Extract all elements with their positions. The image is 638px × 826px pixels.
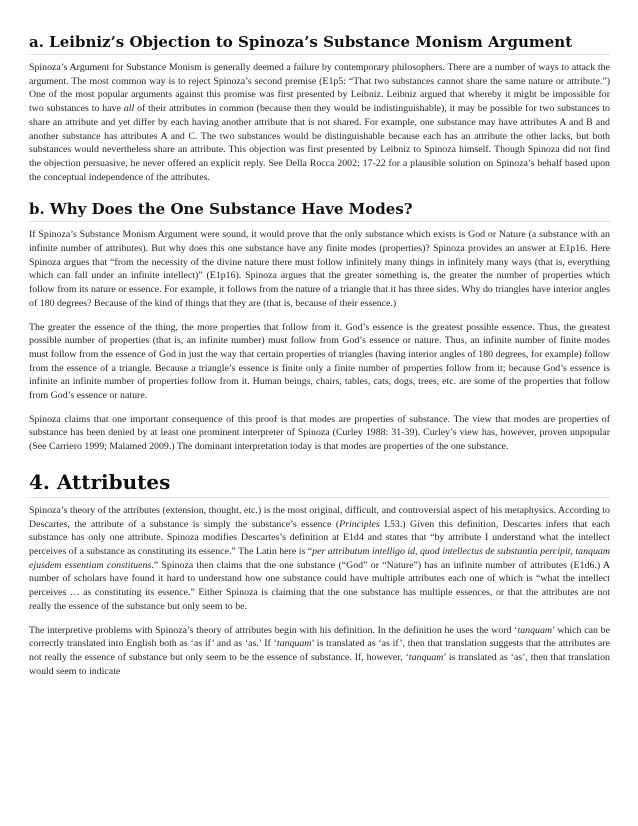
paragraph [29, 624, 610, 679]
text-run: ’ is translated as ‘as if’, then that translation suggests that the attributes are not really the essence of substance but only seem to be the essence of substance. If, however, ‘ [29, 638, 610, 663]
text-run: ’ is translated as ‘as’, then that translation would seem to indicate [29, 651, 610, 677]
document-page [29, 33, 610, 694]
text-run: ’ which can be correctly translated into English both as ‘as if’ and as ‘as.’ If ‘ [29, 624, 610, 650]
section-attributes [29, 470, 610, 678]
section-body [29, 61, 610, 184]
text-run: The greater the essence of the thing, the more properties that follow from it. God’s essence is the greatest possible essence. Thus, the greatest possible number of properties (that is, an infinite number) must follow from God’s essence or nature. Thus, an infinite number of finite modes must follow from the essence of God in just the way that certain properties of triangles (having interior angles of 180 degrees, for example) follow from the essence of a triangle. Because a triangle’s essence is finite only a finite number of properties follow from it; because God’s essence is infinite an infinite number of properties follow from it. Human beings, chairs, tables, cats, dogs, trees, etc. are some of the properties that follow from God’s essence or nature. [29, 321, 610, 402]
section-leibniz-objection [29, 33, 610, 184]
italic-text: tanquam [517, 624, 553, 636]
text-run: Spinoza claims that one important consequence of this proof is that modes are properties of substance. The view that modes are properties of substance has been denied by at least one prominent interpreter of Spinoza (Curley 1988: 31-39). Curley’s view has, however, proven unpopular (See Carriero 1999; Malamed 2009.) The dominant interpretation today is that modes are properties of the one substance. [29, 413, 610, 453]
italic-text: per attributum intelligo id, quod intellectus de substantia percipit, tanquam ejusdem essentiam constituens [29, 545, 610, 571]
text-run: I.53.) Given this definition, Descartes infers that each substance has only one attribute. Spinoza modifies Descartes’s definition at E1d4 and states that “by attribute I understand what the intellect perceives of a substance as constituting its essence.” The Latin here is “ [29, 518, 610, 557]
section-body [29, 228, 610, 454]
section-heading: a. Leibniz’s Objection to Spinoza’s Substance Monism Argument [29, 33, 610, 55]
italic-text: all [123, 103, 135, 115]
italic-text: Principles [339, 518, 380, 530]
italic-text: tanquam [408, 651, 444, 663]
paragraph [29, 61, 610, 184]
text-run: Spinoza’s Argument for Substance Monism is generally deemed a failure by contemporary philosophers. There are a number of ways to attack the argument. The most common way is to reject Spinoza’s second premise (E1p5: “That two substances cannot share the same nature or attribute.”) One of the most popular arguments against this promise was first presented by Leibniz. Leibniz argued that whereby it might be impossible for two substances to have [29, 62, 610, 115]
paragraph [29, 321, 610, 403]
paragraph [29, 504, 610, 614]
text-run: The interpretive problems with Spinoza’s theory of attributes begin with his definition. In the definition he uses the word ‘ [29, 624, 518, 636]
section-body [29, 504, 610, 678]
section-heading: b. Why Does the One Substance Have Modes? [29, 200, 610, 222]
text-run: If Spinoza’s Substance Monism Argument were sound, it would prove that the only substance which exists is God or Nature (a substance with an infinite number of attributes). But why does this one substance have any finite modes (properties)? Spinoza provides an answer at E1p16. Here Spinoza argues that “from the necessity of the divine nature there must follow infinitely many things in infinitely many ways (that is, everything which can fall under an infinite intellect)” (E1p16). Spinoza argues that the greater something is, the greater the number of properties which follow from its nature or essence. For example, it follows from the nature of a triangle that it has three sides. Why do triangles have interior angles of 180 degrees? Because of the kind of things that they are (that is, because of their essence.) [29, 229, 610, 309]
section-heading: 4. Attributes [29, 470, 610, 498]
text-run: of their attributes in common (because then they would be indistinguishable), it may be possible for two substances to share an attribute and yet differ by each having another attribute that is not shared. For example, one substance may have attributes A and B and another substance has attributes A and C. The two substances would be distinguishable because each has an attribute the other lacks, but both substances would nevertheless share an attribute. This objection was first presented by Leibniz to Spinoza himself. Though Spinoza did not find the objection persuasive, he never offered an explicit reply. See Della Rocca 2002: 17-22 for a plausible solution on Spinoza’s behalf based upon the conceptual independence of the attributes. [29, 103, 610, 183]
paragraph [29, 228, 610, 310]
section-why-modes [29, 200, 610, 454]
italic-text: tanquam [276, 638, 312, 650]
text-run: Spinoza’s theory of the attributes (extension, thought, etc.) is the most original, difficult, and controversial aspect of his metaphysics. According to Descartes, the attribute of a substance is simply the substance’s essence ( [29, 504, 610, 530]
paragraph [29, 413, 610, 454]
text-run: .” Spinoza then claims that the one substance (“God” or “Nature”) has an infinite number of attributes (E1d6.) A number of scholars have found it hard to understand how one substance could have multiple attributes each one of which is “what the intellect perceives … as constituting its essence.” Either Spinoza is claiming that the one substance has multiple essences, or that the attributes are not really the essence of the substance but only seem to be. [29, 559, 610, 612]
